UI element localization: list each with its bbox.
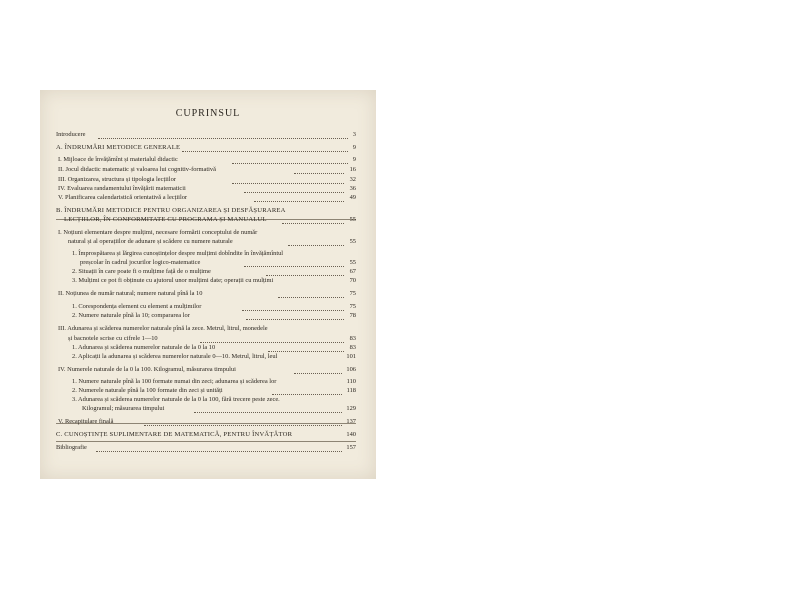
toc-entry (56, 194, 356, 204)
dot-leader (278, 296, 344, 298)
dot-leader (272, 393, 342, 395)
dot-leader (96, 450, 342, 452)
toc-entry (56, 418, 356, 428)
toc-entry-page: 83 (349, 335, 356, 342)
toc-entry-text: preșcolar în cadrul jocurilor logico-matematice (80, 259, 201, 266)
toc-entry (56, 444, 356, 454)
toc-entry-text: și bacnotele scrise cu cifrele 1—10 (68, 335, 158, 342)
toc-entry (56, 166, 356, 176)
toc-entry-page: 9 (352, 144, 356, 151)
dot-leader (288, 244, 344, 246)
dot-leader (144, 424, 342, 426)
dot-leader (294, 372, 342, 374)
toc-entry (56, 366, 356, 376)
toc-entry-text: 1. Corespondența element cu element a mulțimilor (72, 303, 202, 310)
toc-entry (56, 353, 356, 363)
toc-entry (56, 405, 356, 415)
toc-entry-text: II. Jocul didactic matematic și valoarea lui cognitiv-formativă (58, 166, 216, 173)
toc-entry (56, 290, 356, 300)
toc-entry-page: 55 (349, 259, 356, 266)
toc-entry-text: B. ÎNDRUMĂRI METODICE PENTRU ORGANIZAREA ȘI DESFĂȘURAREA (56, 207, 286, 214)
toc-entry-text: 3. Adunarea și scăderea numerelor naturale de la 0 la 100, fără trecere peste zece. (72, 396, 280, 403)
dot-leader (254, 200, 344, 202)
toc-entry (56, 238, 356, 248)
toc-entry (56, 325, 356, 335)
toc-entry (56, 156, 356, 166)
toc-entry-page: 49 (349, 194, 356, 201)
dot-leader (232, 162, 348, 164)
toc-entry-text: C. CUNOȘTINȚE SUPLIMENTARE DE MATEMATICĂ, PENTRU ÎNVĂȚĂTOR (56, 431, 293, 438)
toc-entry (56, 131, 356, 141)
toc-entry-page: 157 (346, 444, 356, 451)
toc-entry-text: II. Noțiunea de număr natural; numere natural pînă la 10 (58, 290, 203, 297)
dot-leader (194, 411, 342, 413)
toc-entry-text: 1. Împrospătarea și lărgirea cunoștințelor despre mulțimi dobîndite în învățămîntul (72, 250, 284, 257)
toc-entry-page: 83 (349, 344, 356, 351)
toc-entry-page: 137 (346, 418, 356, 425)
dot-leader (282, 222, 344, 224)
toc-entry-page: 78 (349, 312, 356, 319)
dot-leader (244, 265, 344, 267)
toc-entry-page: 140 (346, 431, 356, 438)
toc-entry (56, 216, 356, 226)
toc-entry-page: 3 (352, 131, 356, 138)
toc-entry-page: 70 (349, 277, 356, 284)
toc-entry-page: 9 (352, 156, 356, 163)
dot-leader (232, 182, 344, 184)
toc-entry-text: natural și al operațiilor de adunare și scădere cu numere naturale (68, 238, 233, 245)
toc-entry (56, 431, 356, 441)
dot-leader (182, 150, 348, 152)
toc-entry-text: III. Organizarea, structura și tipologia lecțiilor (58, 176, 176, 183)
dot-leader (294, 172, 344, 174)
dot-leader (200, 341, 344, 343)
toc-entry (56, 144, 356, 154)
dot-leader (242, 309, 344, 311)
toc-entry-page: 106 (346, 366, 356, 373)
toc-entry (56, 277, 356, 287)
toc-entry-page: 129 (346, 405, 356, 412)
toc-entry-text: LECȚIILOR, ÎN CONFORMITATE CU PROGRAMA ȘI MANUALUL (64, 216, 267, 223)
toc-entry-text: 2. Aplicații la adunarea și scăderea numerelor naturale 0—10. Metrul, litrul, leul (72, 353, 278, 360)
toc-entry-page: 75 (349, 290, 356, 297)
toc-entry-page: 67 (349, 268, 356, 275)
toc-entry-text: Kilogramul; măsurarea timpului (82, 405, 165, 412)
page-title: CUPRINSUL (175, 108, 241, 119)
toc-entry-page: 110 (346, 378, 356, 385)
book-page (40, 90, 376, 479)
toc-entry-text: 2. Numerele naturale pînă la 100 formate din zeci și unități (72, 387, 223, 394)
toc-entry-text: 2. Situații în care poate fi o mulțime față de o mulțime (72, 268, 211, 275)
toc-entry-page: 75 (349, 303, 356, 310)
toc-entry-page: 32 (349, 176, 356, 183)
dot-leader (268, 350, 344, 352)
toc-entry-page: 55 (349, 216, 356, 223)
toc-entry-text: 1. Numere naturale pînă la 100 formate numai din zeci; adunarea și scăderea lor (72, 378, 277, 385)
section-divider (56, 441, 356, 442)
toc-entry-page: 16 (349, 166, 356, 173)
dot-leader (266, 274, 344, 276)
toc-entry-page: 36 (349, 185, 356, 192)
toc-entry-page: 55 (349, 238, 356, 245)
toc-entry-page: 101 (346, 353, 356, 360)
toc-entry-text: III. Adunarea și scăderea numerelor naturale pînă la zece. Metrul, litrul, monedele (58, 325, 268, 332)
toc-entry-text: 1. Adunarea și scăderea numerelor naturale de la 0 la 10 (72, 344, 216, 351)
toc-entry-text: IV. Numerele naturale de la 0 la 100. Kilogramul, măsurarea timpului (58, 366, 236, 373)
toc-entry-text: I. Mijloace de învățămînt și materialul didactic (58, 156, 178, 163)
toc-entry-text: A. ÎNDRUMĂRI METODICE GENERALE (56, 144, 181, 151)
toc-entry-text: Bibliografie (56, 444, 87, 451)
toc-entry-text: IV. Evaluarea randamentului învățării matematicii (58, 185, 186, 192)
toc-entry-text: 3. Mulțimi ce pot fi obținute cu ajutorul unor mulțimi date; operații cu mulțimi (72, 277, 274, 284)
dot-leader (244, 191, 344, 193)
toc-entry-text: V. Planificarea calendaristică orientativă a lecțiilor (58, 194, 188, 201)
dot-leader (98, 137, 348, 139)
toc-entry-text: I. Noțiuni elementare despre mulțimi, necesare formării conceptului de număr (58, 229, 258, 236)
toc-entry-text: V. Recapitulare finală (58, 418, 114, 425)
toc-entry-page: 118 (346, 387, 356, 394)
dot-leader (246, 318, 344, 320)
toc-entry-text: Introducere (56, 131, 86, 138)
toc-entry (56, 312, 356, 322)
toc-entry-text: 2. Numere naturale pînă la 10; compararea lor (72, 312, 190, 319)
